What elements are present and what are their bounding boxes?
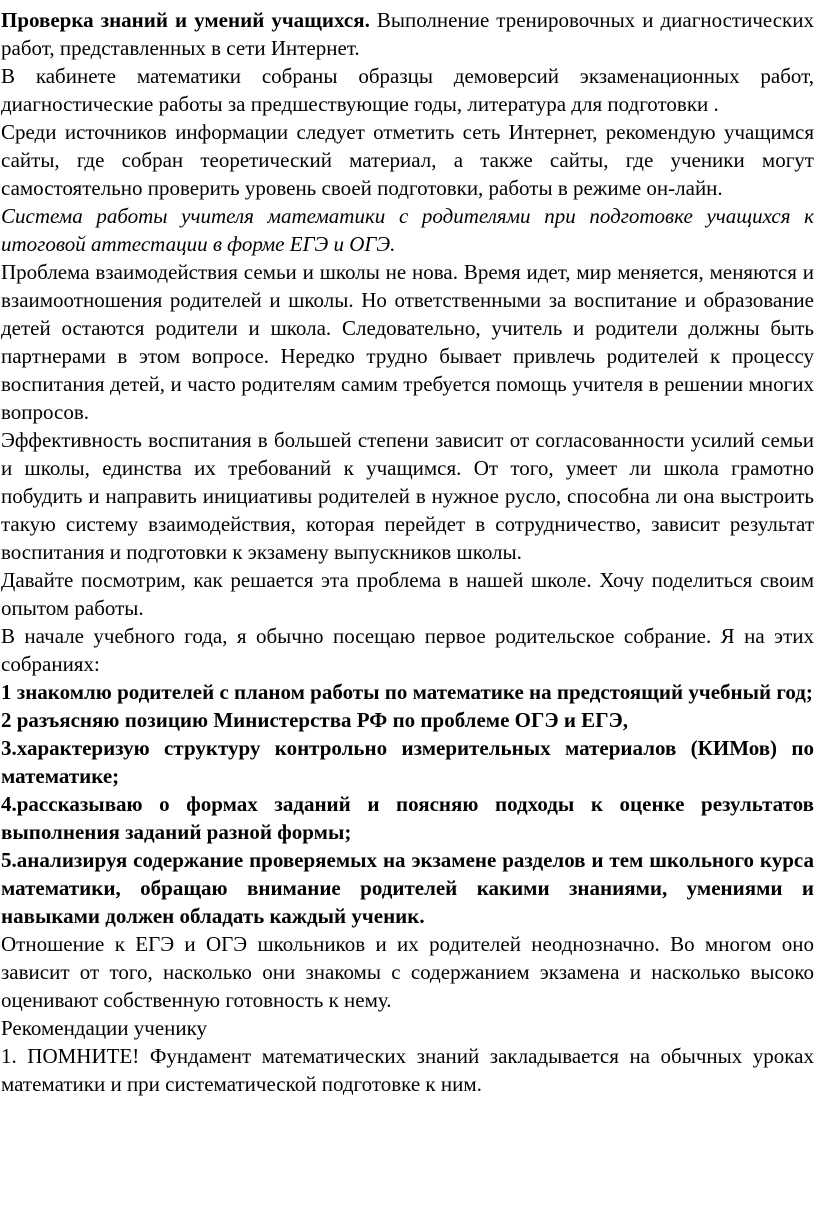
list-item: 5.анализируя содержание проверяемых на экзамене разделов и тем школьного курса математики, обращаю внимание родителей какими знаниями, умениями и навыками должен обладать каждый ученик.: [1, 848, 814, 928]
list-item: 3.характеризую структуру контрольно измерительных материалов (КИМов) по математике;: [1, 736, 814, 788]
list-item: 2 разъясняю позицию Министерства РФ по проблеме ОГЭ и ЕГЭ,: [1, 708, 629, 732]
list-item: 1 знакомлю родителей с планом работы по математике на предстоящий учебный год;: [1, 680, 813, 704]
section-title-parents: Система работы учителя математики с родителями при подготовке учащихся к итоговой аттестации в форме ЕГЭ и ОГЭ.: [1, 204, 814, 256]
paragraph-attitude: Отношение к ЕГЭ и ОГЭ школьников и их родителей неоднозначно. Во многом оно зависит от того, насколько они знакомы с содержанием экзамена и насколько высоко оценивают собственную готовность к нему.: [1, 932, 814, 1012]
paragraph-knowledge-check: [1, 6, 814, 62]
paragraph-internet-sources: Среди источников информации следует отметить сеть Интернет, рекомендую учащимся сайты, где собран теоретический материал, а также сайты, где ученики могут самостоятельно проверить уровень своей подготовки, работы в режиме он-лайн.: [1, 120, 814, 200]
paragraph-heading: Проверка знаний и умений учащихся.: [1, 8, 370, 32]
paragraph-our-school: Давайте посмотрим, как решается эта проблема в нашей школе. Хочу поделиться своим опытом работы.: [1, 568, 814, 620]
list-item: 4.рассказываю о формах заданий и поясняю подходы к оценке результатов выполнения заданий разной формы;: [1, 792, 814, 844]
paragraph-family-school: Проблема взаимодействия семьи и школы не нова. Время идет, мир меняется, меняются и взаимоотношения родителей и школы. Но ответственными за воспитание и образование детей остаются родители и школа. Следовательно, учитель и родители должны быть партнерами в этом вопросе. Нередко трудно бывает привлечь родителей к процессу воспитания детей, и часто родителям самим требуется помощь учителя в решении многих вопросов.: [1, 260, 814, 424]
paragraph-text: Выполнение тренировочных и диагностических работ, представленных в сети Интернет.: [1, 8, 814, 60]
paragraph-parent-meeting: В начале учебного года, я обычно посещаю первое родительское собрание. Я на этих собраниях:: [1, 624, 814, 676]
paragraph-classroom-materials: В кабинете математики собраны образцы демоверсий экзаменационных работ, диагностические работы за предшествующие годы, литература для подготовки .: [1, 64, 814, 116]
paragraph-effectiveness: Эффективность воспитания в большей степени зависит от согласованности усилий семьи и школы, единства их требований к учащимся. От того, умеет ли школа грамотно побудить и направить инициативы родителей в нужное русло, способна ли она выстроить такую систему взаимодействия, которая перейдет в сотрудничество, зависит результат воспитания и подготовки к экзамену выпускников школы.: [1, 428, 814, 564]
paragraph-recommendations-heading: Рекомендации ученику: [1, 1016, 208, 1040]
paragraph-recommendation-1: 1. ПОМНИТЕ! Фундамент математических знаний закладывается на обычных уроках математики и при систематической подготовке к ним.: [1, 1044, 814, 1096]
